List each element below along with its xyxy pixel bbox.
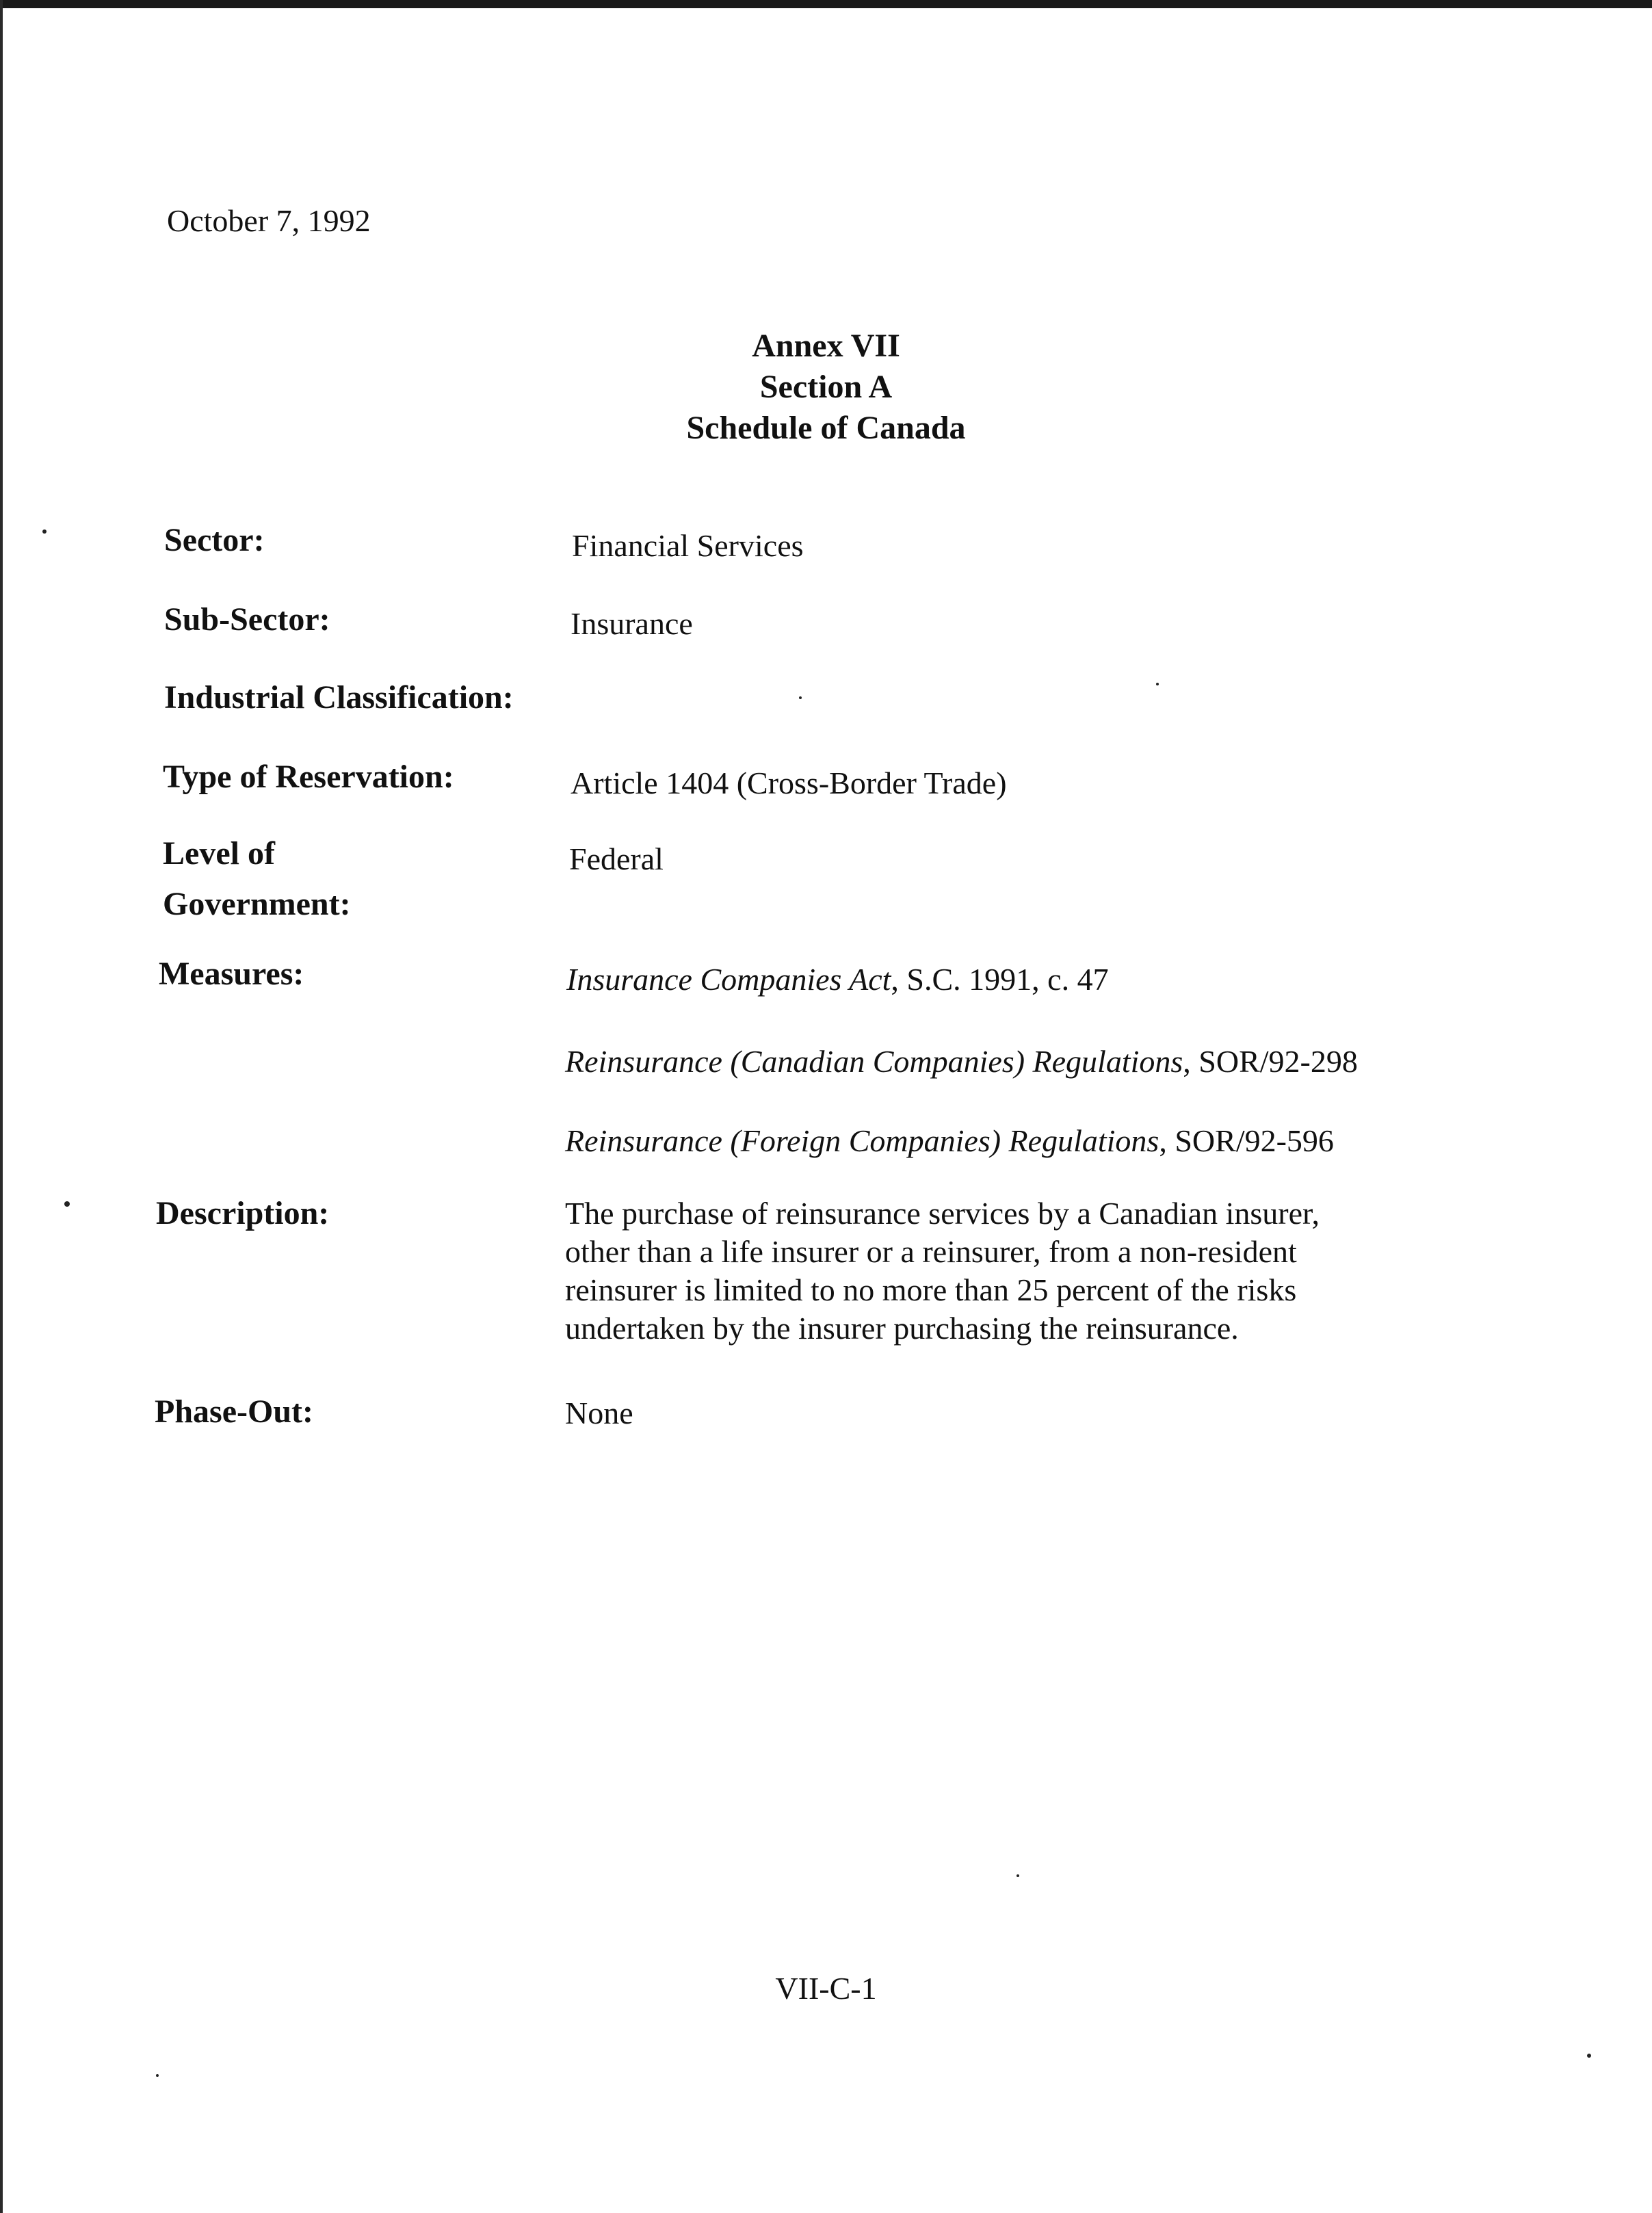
measure-item xyxy=(566,960,1109,999)
measure-item xyxy=(565,1122,1334,1160)
description-line: reinsurer is limited to no more than 25 percent of the risks xyxy=(565,1272,1297,1307)
document-date: October 7, 1992 xyxy=(167,203,371,238)
description-line: undertaken by the insurer purchasing the reinsurance. xyxy=(565,1311,1239,1346)
scan-speck xyxy=(156,2074,159,2077)
heading-section: Section A xyxy=(759,369,893,405)
measure-title: Reinsurance (Canadian Companies) Regulations xyxy=(565,1044,1183,1079)
scan-speck xyxy=(42,529,47,534)
sub-sector-value: Insurance xyxy=(571,606,693,641)
level-of-government-label-line2: Government: xyxy=(163,886,351,922)
scan-speck xyxy=(1017,1874,1019,1877)
heading-schedule: Schedule of Canada xyxy=(686,410,966,446)
description-label: Description: xyxy=(156,1195,330,1231)
scan-top-border xyxy=(0,0,1652,8)
heading-annex: Annex VII xyxy=(752,328,900,364)
industrial-classification-label: Industrial Classification: xyxy=(164,679,514,716)
measure-suffix: , SOR/92-298 xyxy=(1183,1044,1358,1079)
sub-sector-label: Sub-Sector: xyxy=(164,601,330,638)
scan-speck xyxy=(1587,2054,1591,2058)
measure-suffix: , SOR/92-596 xyxy=(1159,1123,1334,1158)
type-of-reservation-label: Type of Reservation: xyxy=(163,759,454,795)
measure-item xyxy=(565,1043,1358,1081)
scan-speck xyxy=(64,1201,70,1207)
sector-value: Financial Services xyxy=(572,528,804,563)
scan-speck xyxy=(1156,683,1159,685)
phase-out-value: None xyxy=(565,1396,633,1430)
measure-title: Insurance Companies Act xyxy=(566,962,891,997)
level-of-government-label xyxy=(163,826,351,932)
level-of-government-label-line1: Level of xyxy=(163,835,275,872)
measure-suffix: , S.C. 1991, c. 47 xyxy=(891,962,1109,997)
description-text xyxy=(565,1194,1454,1348)
phase-out-label: Phase-Out: xyxy=(155,1393,313,1430)
description-line: other than a life insurer or a reinsurer, from a non-resident xyxy=(565,1234,1297,1269)
description-line: The purchase of reinsurance services by a Canadian insurer, xyxy=(565,1196,1320,1231)
sector-label: Sector: xyxy=(164,522,265,558)
type-of-reservation-value: Article 1404 (Cross-Border Trade) xyxy=(571,765,1007,800)
measure-title: Reinsurance (Foreign Companies) Regulations xyxy=(565,1123,1159,1158)
page-number: VII-C-1 xyxy=(775,1971,877,2006)
level-of-government-value: Federal xyxy=(569,841,664,876)
scan-speck xyxy=(799,696,802,699)
measures-label: Measures: xyxy=(159,956,304,992)
